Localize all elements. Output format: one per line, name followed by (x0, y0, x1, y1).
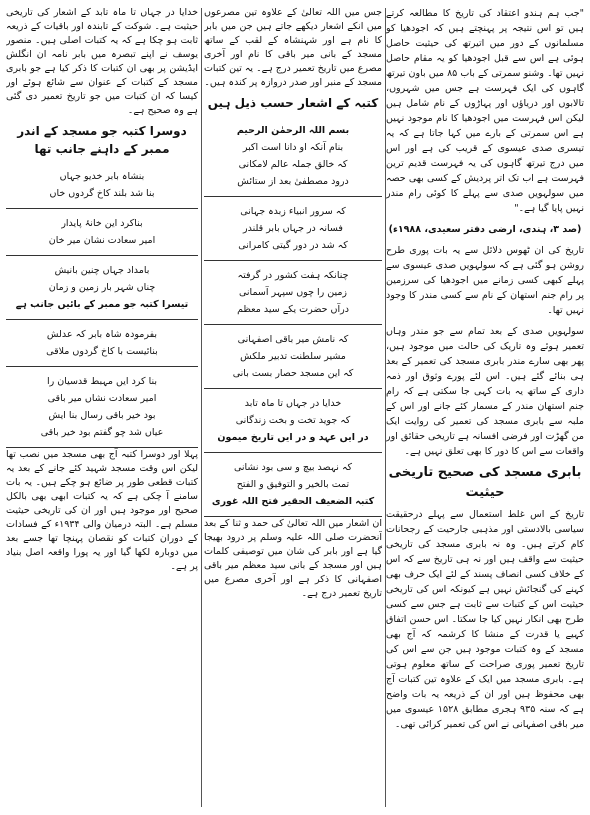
column-divider (385, 8, 386, 807)
verse-line: کہ سرور انبیاء زبدہ جہانی (240, 206, 346, 217)
verse-line: بنا شد بلند کاخ گردوں خاں (49, 188, 155, 199)
citation: (صد ۳، ہندی، ارضی دفتر سعیدی، ۱۹۸۸ء) (388, 224, 582, 235)
inscription-stanza (6, 209, 198, 256)
inscription-stanza (6, 162, 198, 209)
verse-line: بنا کرد ایں مہبط قدسیان را (46, 376, 157, 387)
verse-line: زمین را چوں سپہر آسمانی (238, 287, 348, 298)
verse-line: کہ نہصد بیچ و سی بود نشانی (233, 462, 353, 473)
verse-line: بفرمودہ شاہ بابر کہ عدلش (46, 329, 158, 340)
inscription-stanza (204, 453, 382, 517)
verse-line: بود خیر باقی رسال بنا ایش (48, 410, 156, 421)
verse-line: بنائیست با کاخ گردوں ملاقی (46, 346, 158, 357)
verse-line: تیسرا کتبہ جو ممبر کے بائیں جانب ہے (15, 299, 189, 310)
section-heading: بابری مسجد کی صحیح تاریخی حیثیت (388, 465, 582, 500)
verse-line: کہ خالق جملہ عالم لامکانی (238, 159, 348, 170)
inscription-stanza (204, 116, 382, 197)
verse-line: امیر سعادت نشاں میر باقی (47, 393, 157, 404)
verse-line: تمت بالخیر و التوفیق و الفتح (236, 479, 350, 490)
verse-line: در ایں عہد و در ایں تاریخ میمون (217, 432, 369, 443)
intro-paragraph: "جب ہم ہندو اعتقاد کی تاریخ کا مطالعہ کرتے ہیں تو اس نتیجہ پر پہنچتے ہیں کہ اجودھیا کو مسلمانوں کے دور میں اتیرتھ کی حیثیت حاصل ہوئی ہے اس سے قبل اجودھیا کو یہ مقام حاصل نہیں تھا۔ وشنو سمرتی کے باب ۸۵ میں باون تیرتھ گاہوں کی ایک فہرست ہے جس میں شہروں، تالابوں اور دریاؤں اور پہاڑوں کے نام شامل ہیں لیکن اس فہرست میں اجودھیا کا نام موجود نہیں ہے اس سمرتی کے بارے میں کہا جاتا ہے کہ یہ تیسری صدی عیسوی کے قریب کی ہے اور اس میں درج تیرتھ گاہوں کی یہ فہرست قدیم ترین فہرست ہے اب تک اتر پردیش کے کسی بھی حصہ میں سولہویں صدی سے پہلے کا کوئی رام مندر نہیں پایا گیا ہے۔" (386, 8, 584, 214)
second-paragraph: تاریخ کی ان ٹھوس دلائل سے یہ بات پوری طرح روشن ہو گئی ہے کہ سولہویں صدی عیسوی سے پہلے کبھی کسی زمانے میں اجودھیا کی سرزمین پر رام جنم استھان کے نام سے کسی مندر کا وجود نہیں تھا۔ (386, 245, 584, 316)
verse-line: مشیر سلطنت تدبیر ملکش (240, 351, 346, 362)
second-inscription-title: دوسرا کتبہ جو مسجد کے اندر ممبر کے داہنے جانب تھا (17, 124, 187, 156)
third-paragraph: سولہویں صدی کے بعد تمام سے جو مندر وہاں تعمیر ہوئے وہ تاریک کی حالت میں موجود ہیں، پھر بھی سارے مندر بابری مسجد کی تعمیر کے بعد ہی بنائے گئے ہیں۔ اس لئے پورے وثوق اور ذمہ داری کے ساتھ یہ بات کہی جا سکتی ہے کہ رام جنم استھان مندر کے مسمار کئے جانے اور اس کے ملبہ سے بابری مسجد کی تعمیر کی روایت ایک من گھڑت اور فرضی افسانہ ہے تاریخی حقائق اور واقعات سے اس کا دور کا بھی تعلق نہیں ہے۔ (386, 326, 584, 457)
fourth-paragraph: تاریخ کے اس غلط استعمال سے پہلے درحقیقت سیاسی بالادستی اور مذہبی جارحیت کے رجحانات کام کرتے ہیں۔ وہ نہ بابری مسجد کی تاریخی حیثیت سے واقف ہیں اور نہ ہی تاریخ سے کہ اس کے خلاف کسی انصاف پسند کے لئے ایک حرف بھی کہنے کی گنجائش نہیں ہے کیونکہ اس کی تاریخی حیثیت اس کے کتبات سے ثابت ہے جس سے کسی طرح بھی انکار نہیں کیا جا سکتا۔ اس حسن اتفاق کہیے یا قدرت کے منشا کا کرشمہ کہ آج بھی مسجد کے وہ کتبات موجود ہیں جن سے اس کی تاریخ تعمیر پوری صراحت کے ساتھ معلوم ہوتی ہے۔ بابری مسجد میں ایک کے علاوہ تین کتبات آج بھی محفوظ ہیں اور ان کے ذریعہ یہ بات واضح ہے کہ سنہ ۹۳۵ ہجری مطابق ۱۵۲۸ عیسوی میں میر باقی اصفہانی نے اس کی تعمیر کرائی تھی۔ (386, 509, 584, 730)
verse-line: درآں حضرت یکے سید معظم (237, 304, 349, 315)
middle-top-paragraph: جس میں اللہ تعالیٰ کے علاوہ تین مصرعوں میں انکے اشعار دیکھے جاتے ہیں جن میں بابر کا نام ہے اور شہنشاہ کے لقب کے ساتھ مسجد کے بانی میر باقی کا نام اور آخری مصرع میں تاریخ تعمیر درج ہے۔ یہ تین کتبات مسجد کے منبر اور صدر دروازہ پر کندہ ہیں۔ (204, 7, 382, 88)
verse-line: کہ شد در دور گیتی کامرانی (238, 240, 348, 251)
inscription-stanza (6, 256, 198, 320)
inscription-stanza (204, 389, 382, 453)
column-divider (201, 8, 202, 807)
column-right (386, 6, 584, 809)
inscription-stanza (204, 325, 382, 389)
middle-bottom-paragraph: ان اشعار میں اللہ تعالیٰ کی حمد و ثنا کے بعد آنحضرت صلی اللہ علیہ وسلم پر درود بھیجا گیا ہے اور بابر کی شان میں توصیفی کلمات ہیں اور مسجد کے بانی سید معظم میر باقی اصفہانی کا ذکر ہے اور آخری مصرع میں تاریخ تعمیر درج ہے۔ (204, 518, 382, 599)
verse-line: خدایا در جہاں تا ماہ تابد (244, 398, 342, 409)
verse-line: بامداد جہاں چنین بانیش (54, 265, 150, 276)
inscription-title: کتبہ کے اشعار حسب ذیل ہیں (207, 96, 379, 110)
verse-line: بنام آنکہ او دانا است اکبر (242, 142, 344, 153)
verse-line: کہ نامش میر باقی اصفہانی (237, 334, 349, 345)
inscription-stanza (6, 367, 198, 448)
verse-line: بناکرد این خانۂ پایدار (61, 218, 143, 229)
verse-line: بسم اللہ الرحمٰن الرحیم (236, 125, 350, 136)
inscription-stanza (204, 261, 382, 325)
inscription-stanza (204, 197, 382, 261)
column-left (6, 6, 198, 809)
left-bottom-paragraph: پہلا اور دوسرا کتبہ آج بھی مسجد میں نصب تھا لیکن اس وقت مسجد شہید کئے جانے کے بعد یہ کتبات قطعی طور پر ضائع ہو چکے ہیں۔ یہ بات سامنے آ چکی ہے کہ یہ کتبات ابھی بھی بالکل صحیح اور موجود ہیں اور ان کی تاریخی حیثیت مسلم ہے۔ البتہ درمیان والی ۱۹۳۴ء کے فسادات کے دوران کتبات کو نقصان پہنچا تھا جسے بعد میں دوبارہ لکھا گیا اور یہ پورا واقعہ اصل بنیاد پر ہے۔ (6, 449, 198, 572)
column-middle (204, 6, 382, 809)
verse-line: درود مصطفیٰ بعد از ستائش (237, 176, 349, 187)
verse-line: چنانکہ ہفت کشور در گرفتہ (237, 270, 349, 281)
verse-line: کتبہ الضعیف الحقیر فتح اللہ غوری (211, 496, 375, 507)
left-top-paragraph: خدایا در جہاں تا ماہ تابد کے اشعار کی تاریخی حیثیت ہے۔ شوکت کے تابندہ اور باقیات کے ذریعہ ثابت ہو چکا ہے کہ یہ کتبات اصلی ہیں۔ منصور یوسف نے اپنے تبصرہ میں بابر نامہ ان انگلش ایڈیشن پر بھی ان کتبات کا ذکر کیا ہے جو بابری مسجد کے کتبات کے عنوان سے شائع ہوئے اور کیسا کہ ان کتبات میں جو تاریخ تعمیر دی گئی ہے وہ صحیح ہے۔ (6, 7, 198, 116)
verse-line: امیر سعادت نشان میر خان (48, 235, 156, 246)
verse-line: بنشاہ بابر خدیو جہاں (59, 171, 145, 182)
verse-line: فسانہ در جہاں بابر قلندر (243, 223, 343, 234)
verse-line: کہ این مسجد حصار بست بانی (232, 368, 354, 379)
verse-line: چناں شہر بار زمین و زمان (48, 282, 156, 293)
verse-line: کہ جوید تخت و بخت زندگانی (235, 415, 351, 426)
verse-line: عیاں شد چو گفتم بود خیر باقی (40, 427, 164, 438)
inscription-stanza (6, 320, 198, 367)
